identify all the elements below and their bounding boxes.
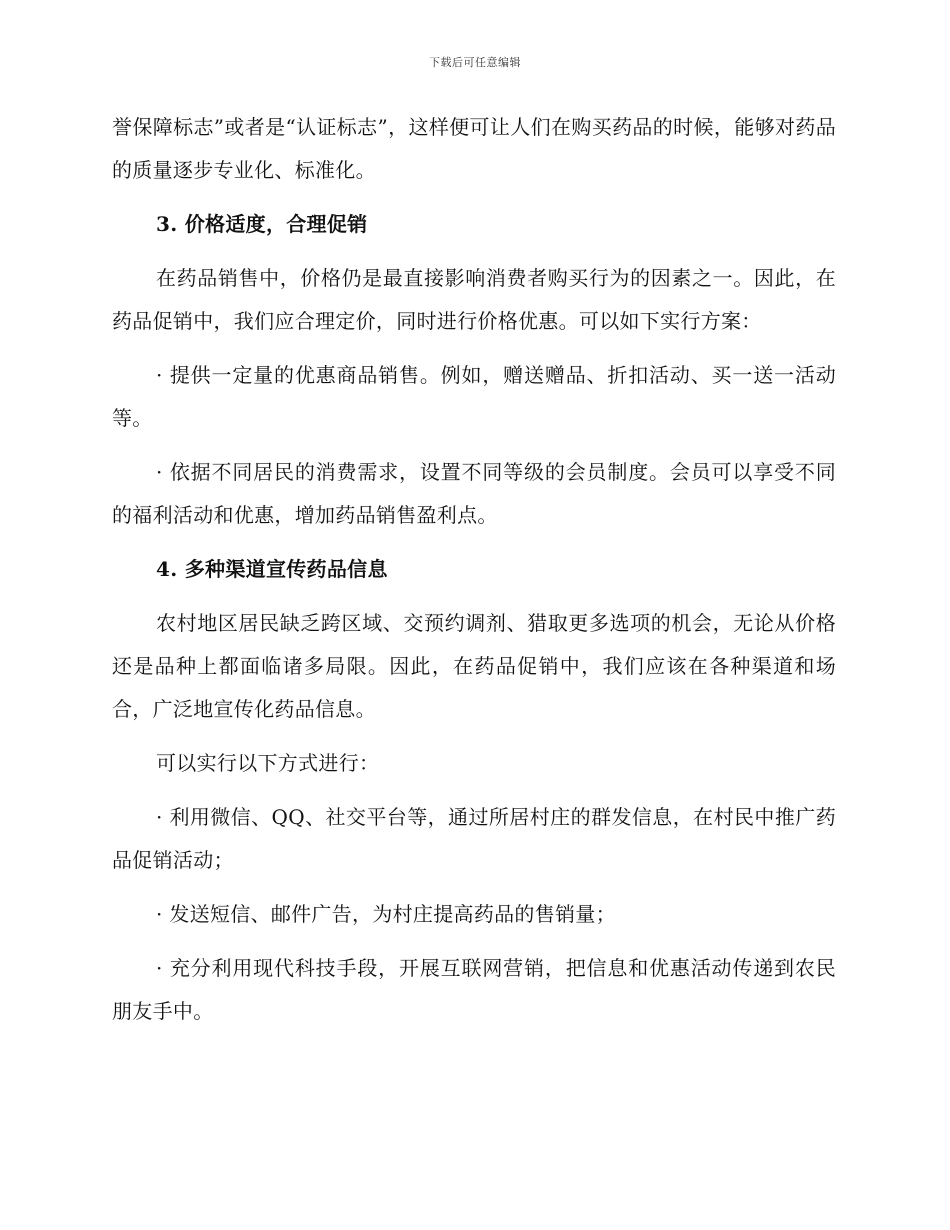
- section-heading-price: 3. 价格适度，合理促销: [156, 212, 368, 236]
- paragraph-channels-intro: 农村地区居民缺乏跨区域、交预约调剂、猎取更多选项的机会，无论从价格还是品种上都面临诸多局限。因此，在药品促销中，我们应该在各种渠道和场合，广泛地宣传化药品信息。: [112, 611, 836, 721]
- paragraph-continuation: 誉保障标志”或者是“认证标志”，这样便可让人们在购买药品的时候，能够对药品的质量逐步专业化、标准化。: [112, 115, 836, 182]
- bullet-social-media: · 利用微信、QQ、社交平台等，通过所居村庄的群发信息，在村民中推广药品促销活动；: [112, 805, 836, 872]
- page-header: 下载后可任意编辑: [429, 56, 521, 69]
- bullet-discount-items: · 提供一定量的优惠商品销售。例如，赠送赠品、折扣活动、买一送一活动等。: [112, 363, 836, 430]
- document-body: [112, 106, 836, 1044]
- paragraph-price-intro: 在药品销售中，价格仍是最直接影响消费者购买行为的因素之一。因此，在药品促销中，我们应合理定价，同时进行价格优惠。可以如下实行方案：: [112, 266, 836, 333]
- bullet-internet-marketing: · 充分利用现代科技手段，开展互联网营销，把信息和优惠活动传递到农民朋友手中。: [112, 956, 836, 1023]
- bullet-membership: · 依据不同居民的消费需求，设置不同等级的会员制度。会员可以享受不同的福利活动和优惠，增加药品销售盈利点。: [112, 460, 836, 527]
- section-heading-channels: 4. 多种渠道宣传药品信息: [156, 557, 388, 581]
- bullet-sms-email: · 发送短信、邮件广告，为村庄提高药品的售销量；: [156, 902, 616, 926]
- paragraph-methods-intro: 可以实行以下方式进行：: [156, 751, 380, 775]
